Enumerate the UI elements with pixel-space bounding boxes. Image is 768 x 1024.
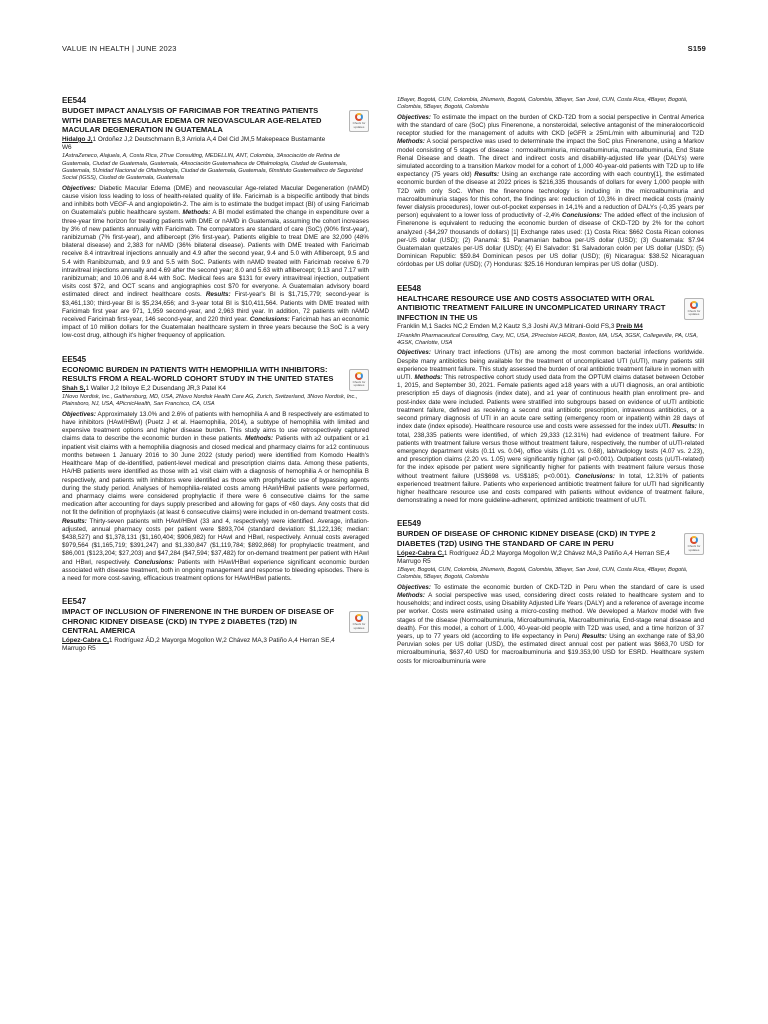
presenting-author: López-Cabra C, (62, 636, 109, 644)
affiliations: 1Bayer, Bogotá, CUN, Colombia, 2Numeris, Bogotá, Colombia, 3Bayer, San José, CUN, Costa Rica, 4Bayer, Bogotá, Colombia, 5Bayer, Bogotá, Colombia (397, 566, 688, 581)
presenting-author: Preib M4 (616, 323, 643, 331)
abstract-ee549 (397, 519, 704, 665)
conclusions-text: Faricimab has an economic impact of 10 million dollars for the Guatemalan healthcare system in three years because the SoC is a very low-cost drug, although it's higher frequency of application. (62, 316, 369, 340)
conclusions-label: Conclusions: (134, 558, 175, 566)
objectives-text: Diabetic Macular Edema (DME) and neovascular Age-related Macular Degeneration (nAMD) cause vision loss leading to loss of health-related quality of life. Faricimab is a bispecific antibody that binds and inhibits both VEGF-A and angiopoietin-2. The aim is to estimate the budget impact (BI) of using Faricimab on Guatemala's public healthcare system. (62, 184, 369, 217)
methods-label: Methods: (397, 591, 425, 599)
update-ring-icon (355, 372, 363, 380)
author-list (62, 637, 335, 653)
abstract-title: IMPACT OF INCLUSION OF FINERENONE IN THE BURDEN OF DISEASE OF CHRONIC KIDNEY DISEASE (CKD) IN TYPE 2 DIABETES (T2D) IN CENTRAL AMERICA (62, 607, 334, 636)
author-list (62, 136, 335, 152)
co-authors: 1 Rodríguez ÁD,2 Mayorga Mogollon W,2 Chávez MA,3 Patiño A,4 Herran SE,4 Marrugo R5 (62, 636, 335, 653)
badge-label: Check for updates (687, 308, 701, 317)
conclusions-label: Conclusions: (575, 472, 615, 480)
abstract-ee544 (62, 96, 369, 341)
abstract-id: EE548 (397, 283, 422, 293)
abstract-ee547-continued (397, 97, 704, 270)
results-label: Results: (474, 171, 500, 179)
methods-label: Methods: (245, 435, 274, 443)
badge-label: Check for updates (687, 544, 701, 552)
abstract-body (397, 584, 704, 666)
conclusions-label: Conclusions: (249, 316, 290, 324)
check-for-updates-icon[interactable] (349, 110, 369, 132)
presenting-author: Hidalgo J, (62, 135, 93, 143)
results-text: Thirty-seven patients with HAwI/HBwI (33 and 4, respectively) were identified. Average, inflation-adjusted, annual pharmacy costs per patient were $893,704 (standard deviation: $1,122,136; median: $438,527) and $1,378,131 ($1,160,404; $906,982) for HAwI and HBwI, respectively. Annual costs averaged $979,564 ($1,165,719; $391,247) and $1,330,847 ($1,119,784; $892,868) for prophylactic treatment, and $86,001 ($123,204; $27,203) and $47,284 ($47,594; $37,482) for on-demand treatment per patient with HAwI and HBwI, respectively. (62, 517, 369, 566)
results-label: Results: (672, 423, 697, 431)
objectives-label: Objectives: (62, 410, 96, 418)
check-for-updates-icon[interactable] (684, 533, 704, 555)
abstract-id: EE549 (397, 519, 422, 529)
conclusions-text: In total, 12.31% of patients experienced treatment failure. Patients who experienced antibiotic treatment failure for uUTI had significantly higher healthcare resource use and costs compared with patients without evidence of treatment failure, demonstrating a need for more guideline-adherent, optimized antibiotic treatment of uUTI. (397, 472, 704, 505)
abstract-ee545 (62, 355, 369, 583)
abstract-body (62, 411, 369, 583)
badge-label: Check for updates (352, 622, 366, 630)
conclusions-label: Conclusions: (562, 212, 602, 220)
affiliations: 1Franklin Pharmaceutical Consulting, Cary, NC, USA, 2Precision HEOR, Boston, MA, USA, 3GSK, Collegeville, PA, USA, 4GSK, Charlotte, USA (397, 332, 699, 347)
objectives-label: Objectives: (397, 113, 431, 121)
check-for-updates-icon[interactable] (349, 369, 369, 391)
journal-name: VALUE IN HEALTH | JUNE 2023 (62, 44, 177, 53)
methods-text: This retrospective cohort study used data from the OPTUM claims dataset between October 1, 2015, and September 30, 2021. Female patients aged ≥18 years with a uUTI diagnosis, an oral antibiotic prescription ±5 days of diagnosis (index date), and ≥1 year of continuous health plan enrollment pre- and post-index date were included. Patients were stratified into subgroups based on evidence of uUTI antibiotic treatment failure, defined as receiving a second oral antibiotic prescription, intravenous antibiotics, or a second primary diagnosis of UTI in an acute care setting (emergency room or inpatient) within 28 days of index date (index episode). Healthcare resource use and costs were assessed for the index uUTI. (397, 374, 704, 431)
co-authors: 1 Waller J,2 Ibiloye E,2 Dusendang JR,3 Patel K4 (85, 384, 226, 392)
update-ring-icon (690, 536, 698, 544)
page-number: S159 (687, 44, 706, 53)
abstract-ee547-start (62, 597, 369, 653)
abstract-title: BURDEN OF DISEASE OF CHRONIC KIDNEY DISEASE (CKD) IN TYPE 2 DIABETES (T2D) USING THE STANDARD OF CARE IN PERU (397, 529, 656, 548)
methods-text: A social perspective was used to determinate the impact the SoC plus Finerenone, using a Markov model consisting of 5 stages of disease : normoalbuminuria, microalbuminuria, macroalbuminuria, End State Renal Disease and death. The direct and indirect costs and disability-adjusted life year (DALYs) were simulated according to a transition Markov model for a cohort of 1,000 40-year-old patients with T2D up to life expectancy (75 years old) (397, 138, 704, 179)
badge-label: Check for updates (352, 379, 366, 388)
objectives-label: Objectives: (397, 583, 431, 591)
results-text: Using an exchange rate according with each country[1], the estimated economic burden of the disease at 2022 prices is $216,335 thousands of dollars for every 1,000 people with T2D with only SoC. When the finerenone technology is including in the microalbuminuria and macroalbuminuria stages for this cohort, the findings are: reduction of 10,3% in direct medical costs (mainly fewer dialysis procedures), lower out-of-pocket expenses in 14,1% and a reduction of DALYs (-0,35 years per person) equivalent to a lower loss of productivity of -2,4% (397, 171, 704, 220)
objectives-label: Objectives: (62, 184, 96, 192)
co-authors: 1 Ordoñez J,2 Deutschmann B,3 Arriola A,4 Del Cid JM,5 Makepeace Bustamante W6 (62, 135, 326, 151)
update-ring-icon (355, 614, 363, 622)
abstract-body (62, 185, 369, 341)
objectives-text: To estimate the economic burden of CKD-T2D in Peru when the standard of care is used (434, 583, 704, 591)
results-label: Results: (205, 291, 231, 299)
update-ring-icon (355, 113, 363, 121)
abstract-body (397, 349, 704, 505)
abstract-id: EE545 (62, 354, 87, 364)
objectives-label: Objectives: (397, 349, 431, 357)
co-authors: 1 Rodríguez ÁD,2 Mayorga Mogollon W,2 Chávez MA,3 Patiño A,4 Herran SE,4 Marrugo R5 (397, 549, 670, 565)
methods-text: Patients with ≥2 outpatient or ≥1 inpatient visit claims with a hemophilia diagnosis and closed medical and pharmacy claims for ≥12 continuous months between 1 January 2016 to 30 June 2022 (study period) were identified from Komodo Health's Healthcare Map of de-identified, patient-level medical and prescription claims data. Among these patients, HA/HB patients were identified as those with ≥1 visit claim with a diagnosis of hemophilia A or hemophilia B respectively, and patients with inhibitors were identified as those with prophylactic use of bypassing agents during the study period. Analyses of hemophilia-related costs among HAwI/HBwI patients were performed, and pharmacy claims were considered prophylactic if there were 6 consecutive claims for the same medication after accounting for days supply prescribed and allowing for gaps of <60 days. Any costs that did not fit the definition of prophylaxis (at least 6 consecutive claims) were included in on-demand treatment costs. (62, 435, 369, 517)
abstract-title: HEALTHCARE RESOURCE USE AND COSTS ASSOCIATED WITH ORAL ANTIBIOTIC TREATMENT FAILURE IN UNCOMPLICATED URINARY TRACT INFECTION IN THE US (397, 293, 666, 322)
abstract-title: BUDGET IMPACT ANALYSIS OF FARICIMAB FOR TREATING PATIENTS WITH DIABETES MACULAR EDEMA OR NEOVASCULAR AGE-RELATED MACULAR DEGENERATION IN GUATEMALA (62, 106, 322, 135)
author-list (397, 323, 670, 331)
methods-label: Methods: (414, 374, 443, 382)
methods-text: A BI model estimated the change in expenditure over a three-year time horizon for treating patients with DME or nAMD in Guatemala, assuming the cohort increases by 3% of new patients annually with Faricimab. The comparators are standard of care (SoC) (90% first-year), ranibizumab (7% first-year), and aflibercept (3% first-year). Patients eligible to treat DME are 32,090 (48% bilateral disease) and 2,383 for nAMD (36% bilateral disease). Patients with DME treated with Faricimab receive 8.4 intravitreal injections annually and 4.9 after the second year, 9.4 and 5.0 with Aflibercept, 9.5 and 5.4 with Ranibizumab, and 9.9 and 5.5 with SoC. Patients with nAMD treated with Faricimab receive 6.79 intravitreal injections annually and 4.69 after the second year; 8.0 and 5.63 with aflibercept; 9.13 and 7.17 with ranibizumab; and 10.06 and 8.44 with SoC. Medical fees are $131 for every intravitreal injection, outpatient visits cost $72, and OCT scans and angiographies cost $70 for everyone. A Guatemalan advisory board estimated direct and indirect healthcare costs. (62, 209, 369, 299)
running-header (62, 44, 706, 53)
abstract-ee548 (397, 284, 704, 506)
methods-label: Methods: (182, 209, 211, 217)
results-text: In total, 238,335 patients were identified, of which 29,333 (12.31%) had evidence of treatment failure. For patients with treatment failure versus those without treatment failure, respectively, the number of uUTI-related emergency department visits (0.11 vs. 0.04), office visits (1.01 vs. 0.68), lab/radiology tests (4.07 vs. 2.23), and prescription claims (2.20 vs. 1.05) were significantly higher (all p<0.001). Outpatient costs (uUTI-related) for the index episode per patient were significantly higher for patients with treatment failure versus those without treatment failure (US$698 vs. US$185; p<0.001). (397, 423, 704, 480)
conclusions-text: The added effect of the inclusion of Finerenone is equivalent to reducing the economic burden of disease of CKD-T2D by 2% for the cohort analyzed (-$4,297 thousands of dollars) [1] Exchange rates used: (1) Costa Rica: $662 Costa Rican colones per-US dollar (USD); (2) Panamá: $1 Panamanian balboa per-US dollar (USD); (3) Guatemala: $7.94 Guatemalan quetzales per-US dollar (USD); (4) El Salvador: $1 Salvadoran colón per US dollar (USD); (5) Dominican Republic: $59.84 Dominican pesos per US dollar (USD); (6) Nicaragua: $38.52 Nicaraguan córdobas per US dollar (USD); (7) Honduras: $25.16 Honduran lempiras per US dollar (USD). (397, 212, 704, 269)
check-for-updates-icon[interactable] (684, 298, 704, 320)
presenting-author: López-Cabra C, (397, 549, 444, 557)
methods-text: A social perspective was used, considering direct costs related to healthcare system and to households; and indirect costs, using Disability Adjusted Life Years (DALY) and a reference of average income per worker. Costs were estimated using a micro-costing method. We developed a Markov model with five stages of the disease (Normoalbuminuria, Microalbuminuria, Macroalbuminuria, End-stage renal disease and death). For this model, a cohort of 1.000, 40-year-old people with T2D was used, and a time horizon of 37 years, up to 77 years old (according to life expectancy in Peru) (397, 591, 704, 640)
abstract-body (397, 114, 704, 270)
abstract-id: EE544 (62, 96, 87, 105)
conclusions-text: Patients with HAwI/HBwI experience significant economic burden associated with disease treatment, both in ongoing management and response to bleeding episodes. There is a need for more cost-saving, efficacious treatment options for HAwI/HBwI patients. (62, 558, 369, 582)
update-ring-icon (690, 301, 698, 309)
abstract-title: ECONOMIC BURDEN IN PATIENTS WITH HEMOPHILIA WITH INHIBITORS: RESULTS FROM A REAL-WORLD COHORT STUDY IN THE UNITED STATES (62, 364, 334, 384)
abstract-id: EE547 (62, 597, 87, 607)
badge-label: Check for updates (352, 121, 366, 129)
affiliations: 1Novo Nordisk, Inc., Gaithersburg, MD, USA, 2Novo Nordisk Health Care AG, Zurich, Switzerland, 3Novo Nordisk, Inc., Plainsboro, NJ, USA, 4PicnicHealth, San Francisco, CA, USA (62, 394, 358, 408)
co-authors: Franklin M,1 Sacks NC,2 Emden M,2 Kautz S,3 Joshi AV,3 Mitrani-Gold FS,3 (397, 323, 615, 331)
check-for-updates-icon[interactable] (349, 611, 369, 633)
methods-label: Methods: (397, 138, 425, 146)
results-text: Using an exchange rate of $3,90 Peruvian soles per US dollar (USD), the estimated direct annual cost per patient was $663,70 USD for microalbuminuria, $637,40 USD for macroalbuminuria and $19.353,90 USD for ESRD. Healthcare system costs for microalbuminuria were (397, 632, 704, 665)
objectives-text: To estimate the impact on the burden of CKD-T2D from a social perspective in Central America with the standard of care (SoC) plus Finerenone, a nonsteroidal, selective antagonist of the mineralocorticoid receptor studied for the management of adults with CKD [eGFR ≥ 25mL/min with albuminuria] and T2D (397, 113, 704, 138)
objectives-text: Approximately 13.0% and 2.6% of patients with hemophilia A and B respectively are estimated to have inhibitors (HAwI/HBwI) (Puetz J et al. Haemophilia, 2014), a subtype of hemophilia with limited and expensive treatment options and higher disease burden. This study aims to use retrospectively captured claims data to describe the economic burden in these patients. (62, 410, 369, 443)
objectives-text: Urinary tract infections (UTIs) are among the most common bacterial infections worldwide. Despite many antibiotics being available for the treatment of uncomplicated UTI (uUTI), many patients still experience treatment failure. This study assessed the burden of oral antibiotic treatment failure in women with uUTI. (397, 349, 704, 382)
author-list (397, 550, 670, 566)
results-label: Results: (62, 517, 87, 525)
presenting-author: Shah S, (62, 384, 86, 392)
affiliations: 1Bayer, Bogotá, CUN, Colombia, 2Numeris, Bogotá, Colombia, 3Bayer, San José, CUN, Costa Rica, 4Bayer, Bogotá, Colombia, 5Bayer, Bogotá, Colombia (397, 97, 688, 111)
affiliations: 1AstraZeneco, Alajuela, A, Costa Rica, 2True Consulting, MEDELLIN, ANT, Colombia, 3Asociación de Retina de Guatemala, Ciudad de Guatemala, Guatemala, 4Asociación Guatemalteca de Oftalmología, Ciudad de Guatemala, Guatemala, 5Unidad Nacional de Oftalmología, Ciudad de Guatemala, Guatemala, 6Instituto Guatemalteco de Seguridad Social (IGSS), Ciudad de Guatemala, Guatemala (62, 153, 363, 182)
author-list (62, 385, 335, 393)
results-text: First-year's BI is $1,715,779; second-year is $3,461,130; third-year BI is $5,234,656; and 3-year total BI is $10,411,564. Patients with DME treated with Faricimab first year are 971, 1,959 second-year, and 2,963 third year. In addition, 72 patients with nAMD received Faricimab first-year, 146 second-year, and 220 third year. (62, 291, 369, 324)
left-column (62, 96, 369, 1016)
right-column (397, 96, 704, 1016)
results-label: Results: (581, 632, 607, 640)
